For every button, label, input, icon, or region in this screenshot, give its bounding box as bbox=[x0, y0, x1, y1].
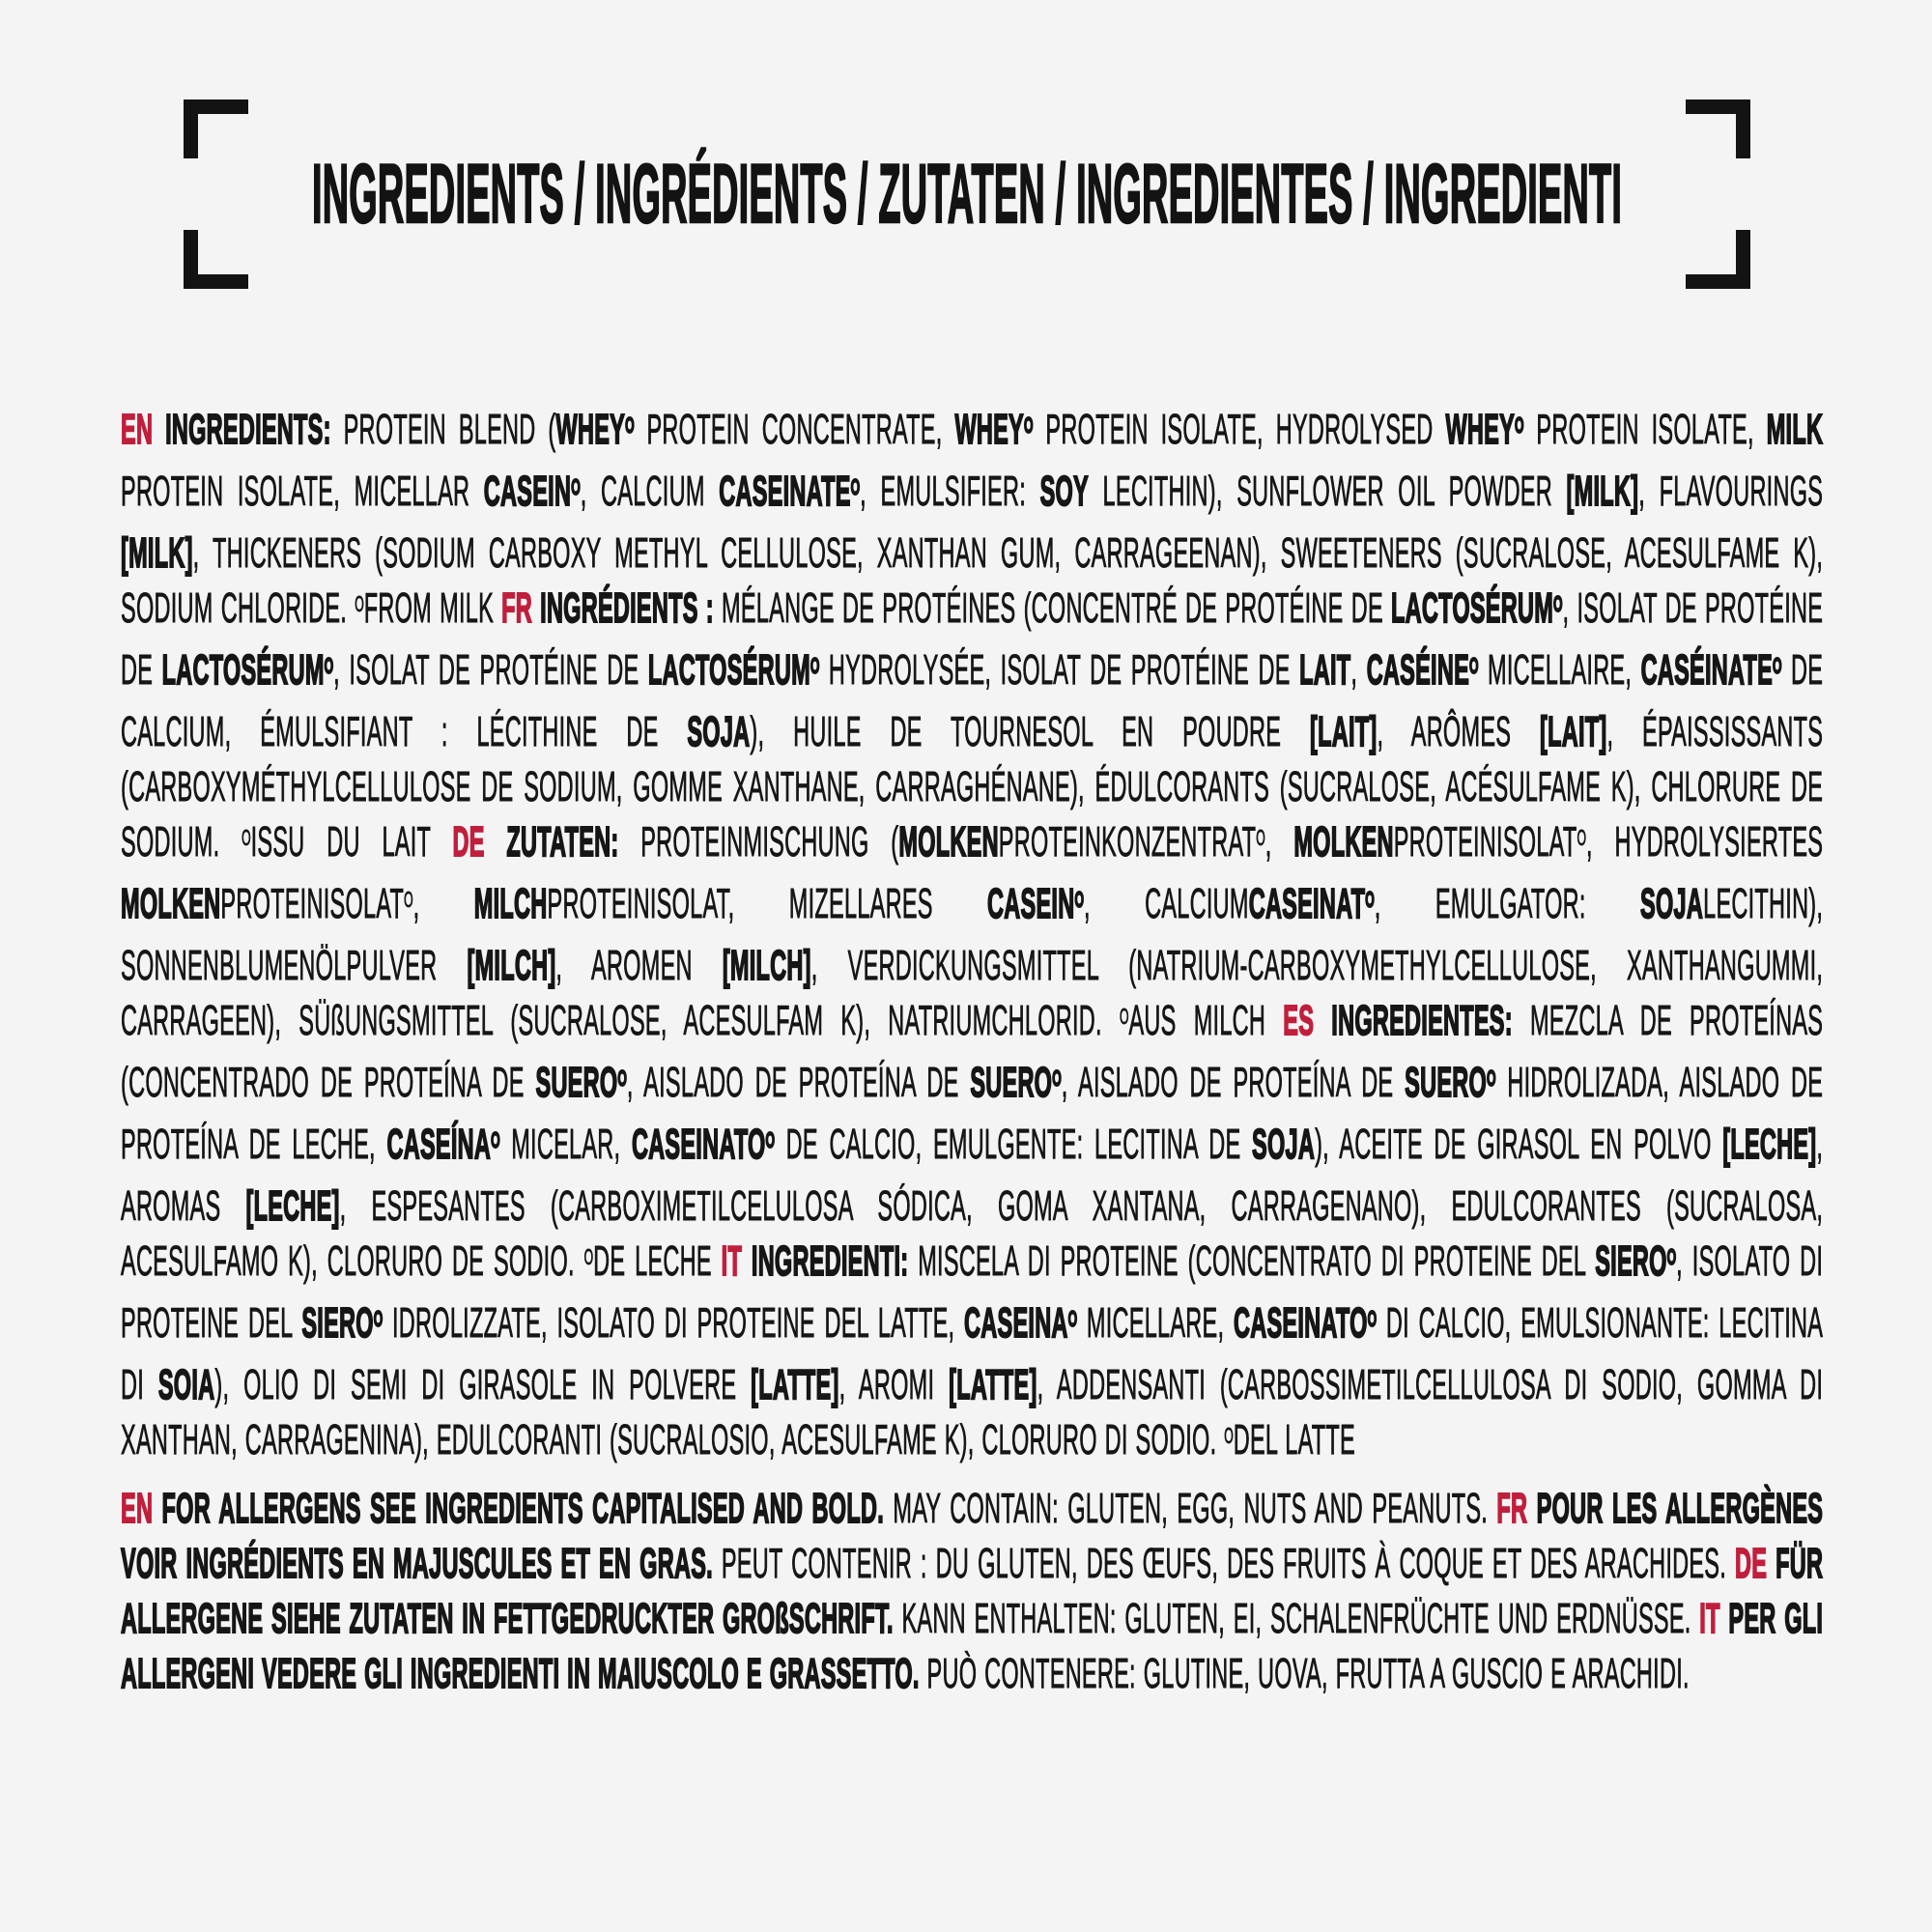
text-run: LACTOSÉRUM bbox=[647, 646, 810, 694]
language-tag: EN bbox=[121, 406, 154, 453]
text-run: CASÉINE bbox=[1366, 646, 1470, 694]
text-run: SUERO bbox=[970, 1059, 1053, 1106]
text-run: MEZCLA DE PROTEÍNAS (CONCENTRADO DE PROTEÍNA DE bbox=[121, 997, 1824, 1106]
text-run: [MILCH] bbox=[467, 942, 556, 989]
text-run: KANN ENTHALTEN: GLUTEN, EI, SCHALENFRÜCHTE UND ERDNÜSSE. bbox=[893, 1595, 1700, 1642]
label-text-column-inner bbox=[121, 402, 1823, 1701]
text-run: , AISLADO DE PROTEÍNA DE bbox=[626, 1059, 971, 1106]
text-run: , FLAVOURINGS bbox=[1638, 468, 1824, 515]
language-tag: EN bbox=[121, 1485, 154, 1532]
text-run: INGRÉDIENTS : bbox=[540, 584, 714, 632]
language-tag: IT bbox=[1699, 1595, 1720, 1642]
text-run: , EMULGATOR: bbox=[1374, 880, 1641, 927]
text-run: FROM MILK bbox=[363, 584, 502, 632]
text-run: SIERO bbox=[301, 1299, 374, 1347]
text-run: SUERO bbox=[535, 1059, 618, 1106]
text-run: IDROLIZZATE, ISOLATO DI PROTEINE DEL LATTE, bbox=[383, 1299, 965, 1347]
text-run: DE CALCIUM, ÉMULSIFIANT : LÉCITHINE DE bbox=[121, 646, 1824, 755]
text-run: SUERO bbox=[1405, 1059, 1488, 1106]
text-run: , bbox=[412, 880, 474, 927]
footnote-marker: O bbox=[1074, 886, 1084, 912]
text-run: , ISOLAT DE PROTÉINE DE bbox=[333, 646, 648, 694]
text-run: LECITHIN), SUNFLOWER OIL POWDER bbox=[1088, 468, 1567, 515]
footnote-marker: O bbox=[491, 1126, 500, 1152]
footnote-marker: O bbox=[1773, 652, 1782, 678]
text-run: , ÉPAISSISSANTS (CARBOXYMÉTHYLCELLULOSE DE SODIUM, GOMME XANTHANE, CARRAGHÉNANE), ÉDULCORANTS (SUCRALOSE, ACÉSULFAME K), CHLORURE DE SODIUM. bbox=[121, 708, 1824, 866]
language-tag: FR bbox=[1496, 1485, 1528, 1532]
text-run: , VERDICKUNGSMITTEL (NATRIUM-CARBOXYMETHYLCELLULOSE, XANTHANGUMMI, CARRAGEEN), SÜßUNGSMITTEL (SUCRALOSE, ACESULFAM K), NATRIUMCHLORID. bbox=[121, 942, 1824, 1044]
footnote-marker: O bbox=[1256, 824, 1265, 850]
footnote-marker: O bbox=[1024, 412, 1034, 438]
text-run: MÉLANGE DE PROTÉINES (CONCENTRÉ DE PROTÉINE DE bbox=[713, 584, 1392, 632]
text-run: ), HUILE DE TOURNESOL EN POUDRE bbox=[750, 708, 1311, 755]
text-run: PUÒ CONTENERE: GLUTINE, UOVA, FRUTTA A GUSCIO E ARACHIDI. bbox=[919, 1650, 1690, 1697]
text-run: LACTOSÉRUM bbox=[161, 646, 325, 694]
footnote-marker: O bbox=[1515, 412, 1524, 438]
text-run: SOJA bbox=[1252, 1121, 1316, 1168]
text-run: CASEINA bbox=[964, 1299, 1068, 1347]
text-run: , ISOLAT DE PROTÉINE DE bbox=[121, 584, 1824, 694]
text-run: ), ACEITE DE GIRASOL EN POLVO bbox=[1315, 1121, 1723, 1168]
text-run: AUS MILCH bbox=[1128, 997, 1284, 1044]
language-tag: FR bbox=[501, 584, 533, 632]
text-run: PER GLI ALLERGENI VEDERE GLI INGREDIENTI IN MAIUSCOLO E GRASSETTO. bbox=[121, 1595, 1824, 1697]
footnote-marker: O bbox=[1052, 1065, 1062, 1091]
text-run: ), OLIO DI SEMI DI GIRASOLE IN POLVERE bbox=[214, 1361, 752, 1408]
text-run: LACTOSÉRUM bbox=[1391, 584, 1554, 632]
text-run: SOY bbox=[1039, 468, 1089, 515]
text-run bbox=[485, 818, 507, 866]
text-run: [MILK] bbox=[121, 529, 193, 577]
footnote-marker: O bbox=[242, 824, 251, 850]
footnote-marker: O bbox=[1365, 886, 1375, 912]
footnote-marker: O bbox=[765, 1126, 776, 1152]
text-run: , AROMAS bbox=[121, 1121, 1824, 1230]
text-run: MICELLAIRE, bbox=[1478, 646, 1641, 694]
text-run bbox=[1527, 1485, 1536, 1532]
text-run: [LATTE] bbox=[751, 1361, 839, 1408]
text-run: INGREDIENTS: bbox=[165, 406, 331, 453]
crop-corner-top-left-icon bbox=[184, 99, 248, 158]
text-run: CASEÍNA bbox=[386, 1121, 492, 1168]
label-text-column bbox=[121, 402, 1823, 1701]
text-run: PROTEINISOLAT bbox=[220, 880, 405, 927]
text-run: PROTEINMISCHUNG ( bbox=[618, 818, 899, 866]
text-run: CASEIN bbox=[483, 468, 572, 515]
text-run: , ESPESANTES (CARBOXIMETILCELULOSA SÓDICA, GOMA XANTANA, CARRAGENANO), EDULCORANTES (SUCRALOSA, ACESULFAMO K), CLORURO DE SODIO. bbox=[121, 1182, 1824, 1285]
text-run: PROTEIN ISOLATE, bbox=[1523, 406, 1767, 453]
footnote-marker: O bbox=[1119, 1003, 1129, 1029]
text-run: FOR ALLERGENS SEE INGREDIENTS CAPITALISED AND BOLD. bbox=[161, 1485, 884, 1532]
ingredients-paragraph bbox=[121, 402, 1823, 1474]
text-run: SOIA bbox=[157, 1361, 215, 1408]
text-run: , EMULSIFIER: bbox=[860, 468, 1040, 515]
footnote-marker: O bbox=[355, 590, 364, 616]
text-run: PROTEIN ISOLATE, HYDROLYSED bbox=[1033, 406, 1446, 453]
text-run: ZUTATEN: bbox=[506, 818, 619, 866]
text-run: INGREDIENTES: bbox=[1331, 997, 1513, 1044]
text-run: [MILCH] bbox=[722, 942, 811, 989]
text-run: HYDROLYSÉE, ISOLAT DE PROTÉINE DE bbox=[819, 646, 1300, 694]
text-run: MILCH bbox=[473, 880, 548, 927]
text-run: CASEINAT bbox=[1248, 880, 1366, 927]
text-run: , ADDENSANTI (CARBOSSIMETILCELLULOSA DI SODIO, GOMMA DI XANTHAN, CARRAGENINA), EDULCORANTI (SUCRALOSIO, ACESULFAME K), CLORURO DI SODIO. bbox=[121, 1361, 1824, 1463]
text-run: SOJA bbox=[687, 708, 751, 755]
text-run: [LAIT] bbox=[1310, 708, 1378, 755]
footnote-marker: O bbox=[1367, 1305, 1378, 1331]
text-run: SIERO bbox=[1595, 1237, 1667, 1285]
text-run: , HYDROLYSIERTES bbox=[1585, 818, 1824, 866]
text-run: , ISOLATO DI PROTEINE DEL bbox=[121, 1237, 1824, 1347]
text-run: LECITHIN), SONNENBLUMENÖLPULVER bbox=[121, 880, 1824, 989]
text-run: , CALCIUM bbox=[580, 468, 720, 515]
text-run: , bbox=[1264, 818, 1294, 866]
text-run: MICELAR, bbox=[499, 1121, 632, 1168]
text-run: PROTEINISOLAT, MIZELLARES bbox=[547, 880, 988, 927]
text-run: DE CALCIO, EMULGENTE: LECITINA DE bbox=[775, 1121, 1253, 1168]
text-run: SOJA bbox=[1640, 880, 1704, 927]
text-run bbox=[742, 1237, 752, 1285]
text-run: [LECHE] bbox=[245, 1182, 340, 1230]
text-run: , THICKENERS (SODIUM CARBOXY METHYL CELLULOSE, XANTHAN GUM, CARRAGEENAN), SWEETENERS (SUCRALOSE, ACESULFAME K), SODIUM CHLORIDE. bbox=[121, 529, 1824, 632]
text-run: PROTEIN CONCENTRATE, bbox=[634, 406, 955, 453]
footnote-marker: O bbox=[373, 1305, 384, 1331]
page-title: INGREDIENTS / INGRÉDIENTS / ZUTATEN / INGREDIENTES / INGREDIENTI bbox=[311, 148, 1623, 241]
crop-corner-top-right-icon bbox=[1686, 99, 1750, 158]
text-run: MAY CONTAIN: GLUTEN, EGG, NUTS AND PEANUTS. bbox=[883, 1485, 1497, 1532]
text-run bbox=[1720, 1595, 1729, 1642]
text-run: ISSU DU LAIT bbox=[250, 818, 453, 866]
text-run: WHEY bbox=[555, 406, 626, 453]
title-row bbox=[184, 148, 1750, 241]
footnote-marker: O bbox=[1553, 590, 1563, 616]
footnote-marker: O bbox=[1577, 824, 1586, 850]
text-run: MOLKEN bbox=[1293, 818, 1394, 866]
title-frame bbox=[184, 99, 1750, 289]
footnote-marker: O bbox=[1067, 1305, 1078, 1331]
footnote-marker: O bbox=[850, 473, 861, 499]
text-run: HIDROLIZADA, AISLADO DE PROTEÍNA DE LECHE, bbox=[121, 1059, 1824, 1168]
text-run: MOLKEN bbox=[121, 880, 221, 927]
text-run: CASEINATE bbox=[719, 468, 851, 515]
text-run: [LATTE] bbox=[949, 1361, 1037, 1408]
text-run: FÜR ALLERGENE SIEHE ZUTATEN IN FETTGEDRUCKTER GROßSCHRIFT. bbox=[121, 1540, 1824, 1642]
footnote-marker: O bbox=[571, 473, 581, 499]
text-run: , AISLADO DE PROTEÍNA DE bbox=[1061, 1059, 1406, 1106]
text-run: [MILK] bbox=[1566, 468, 1639, 515]
text-run: MOLKEN bbox=[898, 818, 999, 866]
text-run: PROTEINISOLAT bbox=[1393, 818, 1577, 866]
text-run: INGREDIENTI: bbox=[751, 1237, 909, 1285]
footnote-marker: O bbox=[617, 1065, 627, 1091]
text-run: , ARÔMES bbox=[1377, 708, 1541, 755]
text-run: CASEINATO bbox=[1234, 1299, 1368, 1347]
text-run: MISCELA DI PROTEINE (CONCENTRATO DI PROTEINE DEL bbox=[908, 1237, 1596, 1285]
text-run: PROTEIN ISOLATE, MICELLAR bbox=[121, 468, 484, 515]
footnote-marker: O bbox=[1224, 1422, 1234, 1448]
text-run: WHEY bbox=[1445, 406, 1516, 453]
text-run: PROTEIN BLEND ( bbox=[330, 406, 556, 453]
text-run: CASEINATO bbox=[631, 1121, 766, 1168]
text-run: , AROMEN bbox=[555, 942, 723, 989]
language-tag: DE bbox=[1734, 1540, 1768, 1587]
text-run: [LAIT] bbox=[1540, 708, 1607, 755]
footnote-marker: O bbox=[810, 652, 820, 678]
footnote-marker: O bbox=[1487, 1065, 1496, 1091]
text-run: POUR LES ALLERGÈNES VOIR INGRÉDIENTS EN MAJUSCULES ET EN GRAS. bbox=[121, 1485, 1824, 1587]
footnote-marker: O bbox=[404, 886, 413, 912]
text-run: DEL LATTE bbox=[1233, 1416, 1355, 1463]
footnote-marker: O bbox=[625, 412, 635, 438]
footnote-marker: O bbox=[1666, 1243, 1677, 1269]
text-run: DI CALCIO, EMULSIONANTE: LECITINA DI bbox=[121, 1299, 1824, 1408]
language-tag: ES bbox=[1283, 997, 1315, 1044]
text-run: CASÉINATE bbox=[1640, 646, 1774, 694]
text-run: , bbox=[1350, 646, 1367, 694]
text-run bbox=[153, 406, 165, 453]
text-run: PROTEINKONZENTRAT bbox=[998, 818, 1257, 866]
language-tag: DE bbox=[452, 818, 485, 866]
text-run: MICELLARE, bbox=[1077, 1299, 1235, 1347]
text-run: , CALCIUM bbox=[1083, 880, 1249, 927]
text-run: LAIT bbox=[1299, 646, 1351, 694]
text-run: [LECHE] bbox=[1722, 1121, 1817, 1168]
text-run: PEUT CONTENIR : DU GLUTEN, DES ŒUFS, DES FRUITS À COQUE ET DES ARACHIDES. bbox=[712, 1540, 1735, 1587]
crop-corner-bottom-left-icon bbox=[184, 230, 248, 289]
text-run bbox=[1314, 997, 1331, 1044]
text-run: CASEIN bbox=[987, 880, 1075, 927]
text-run: DE LECHE bbox=[593, 1237, 722, 1285]
text-run bbox=[1767, 1540, 1776, 1587]
allergens-paragraph bbox=[121, 1481, 1823, 1701]
text-run bbox=[532, 584, 540, 632]
crop-corner-bottom-right-icon bbox=[1686, 230, 1750, 289]
footnote-marker: O bbox=[1469, 652, 1479, 678]
language-tag: IT bbox=[721, 1237, 743, 1285]
text-run: , AROMI bbox=[838, 1361, 950, 1408]
text-run: MILK bbox=[1766, 406, 1824, 453]
text-run bbox=[153, 1485, 161, 1532]
footnote-marker: O bbox=[583, 1243, 594, 1269]
text-run: WHEY bbox=[954, 406, 1025, 453]
footnote-marker: O bbox=[324, 652, 334, 678]
